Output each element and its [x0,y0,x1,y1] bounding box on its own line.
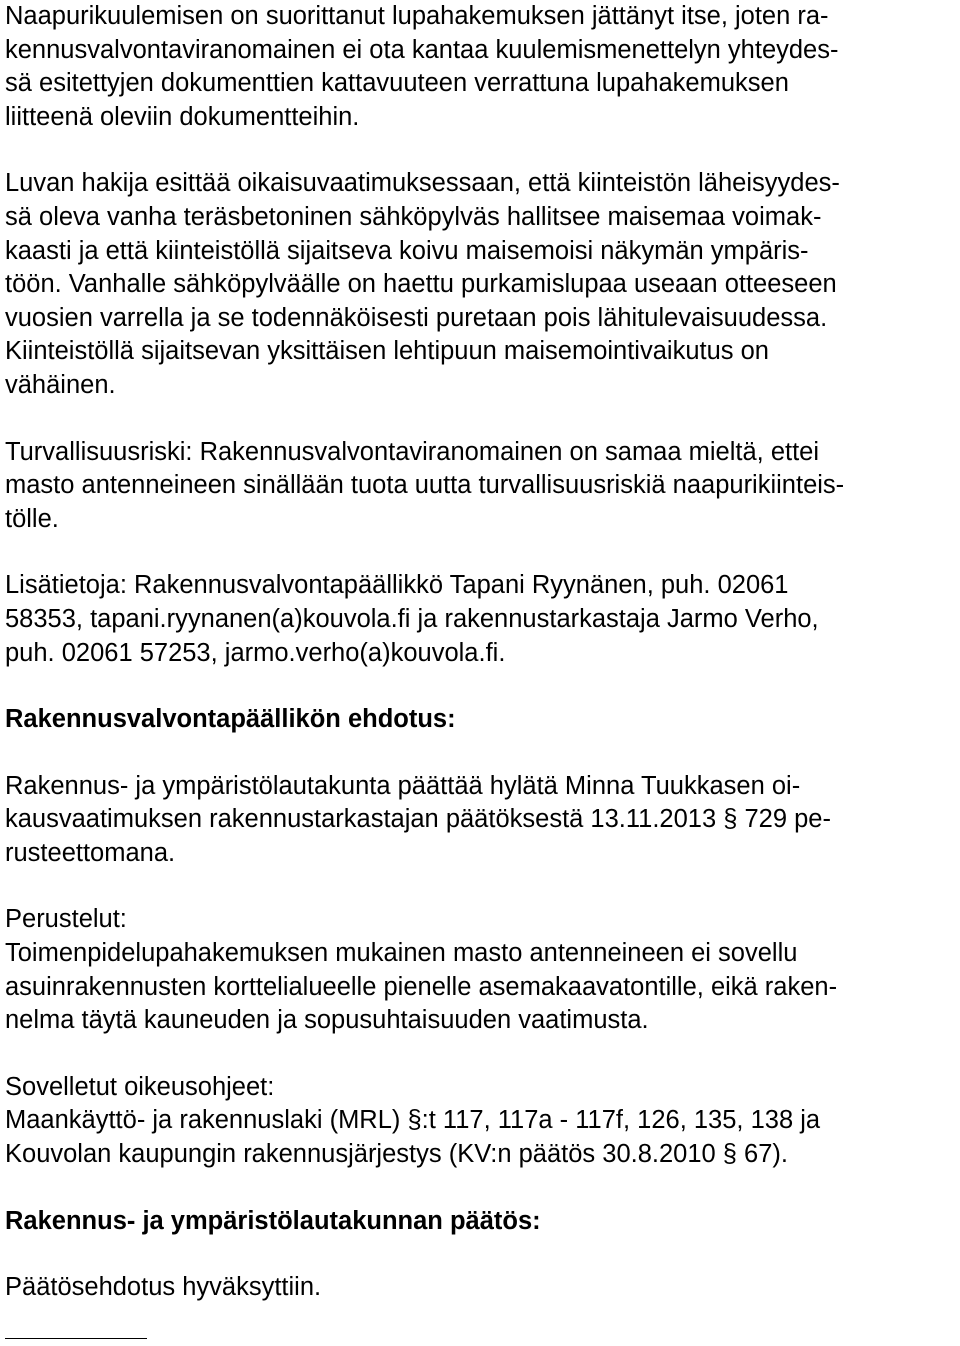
text-line: Rakennus- ja ympäristölautakunta päättää hylätä Minna Tuukkasen oi- [5,771,801,800]
paragraph-safety-risk [5,436,955,537]
text-line: masto antenneineen sinällään tuota uutta turvallisuusriskiä naapurikiinteis- [5,471,845,500]
text-line: vuosien varrella ja se todennäköisesti puretaan pois lähitulevaisuudessa. [5,303,828,332]
heading-text: Rakennusvalvontapäällikön ehdotus: [5,705,456,734]
text-line: Naapurikuulemisen on suorittanut lupahakemuksen jättänyt itse, joten ra- [5,2,829,30]
text-line: Turvallisuusriski: Rakennusvalvontaviranomainen on samaa mieltä, ettei [5,437,820,466]
section-applied-law [5,1071,955,1172]
text-line: 58353, tapani.ryynanen(a)kouvola.fi ja rakennustarkastaja Jarmo Verho, [5,604,819,633]
text-line: Päätösehdotus hyväksyttiin. [5,1273,322,1302]
heading-decision [5,1205,955,1239]
paragraph-contact-info [5,569,955,670]
heading-proposal [5,703,955,737]
text-line: kaasti ja että kiinteistöllä sijaitseva koivu maisemoisi näkymän ympäris- [5,236,809,265]
signature-rule [5,1338,147,1339]
text-line: rusteettomana. [5,838,176,867]
paragraph-landscape [5,167,955,402]
text-line: kennusvalvontaviranomainen ei ota kantaa kuulemismenettelyn yhteydes- [5,35,839,64]
text-line: Maankäyttö- ja rakennuslaki (MRL) §:t 117, 117a - 117f, 126, 135, 138 ja [5,1106,821,1135]
text-line: vähäinen. [5,370,116,399]
text-line: Toimenpidelupahakemuksen mukainen masto antenneineen ei sovellu [5,939,798,968]
document-page [5,0,955,1305]
text-line: nelma täytä kauneuden ja sopusuhtaisuuden vaatimusta. [5,1006,649,1035]
heading-text: Rakennus- ja ympäristölautakunnan päätös: [5,1206,541,1235]
text-line: liitteenä oleviin dokumentteihin. [5,102,360,131]
text-line: Kiinteistöllä sijaitsevan yksittäisen lehtipuun maisemointivaikutus on [5,337,769,366]
text-line: asuinrakennusten korttelialueelle pienelle asemakaavatontille, eikä raken- [5,972,838,1001]
grounds-label: Perustelut: [5,905,127,934]
text-line: sä oleva vanha teräsbetoninen sähköpylväs hallitsee maisemaa voimak- [5,202,822,231]
text-line: tölle. [5,504,59,533]
text-line: puh. 02061 57253, jarmo.verho(a)kouvola.fi. [5,638,506,667]
text-line: Lisätietoja: Rakennusvalvontapäällikkö Tapani Ryynänen, puh. 02061 [5,571,789,600]
paragraph-proposal [5,770,955,871]
text-line: töön. Vanhalle sähköpylväälle on haettu purkamislupaa useaan otteeseen [5,270,837,299]
text-line: Kouvolan kaupungin rakennusjärjestys (KV:n päätös 30.8.2010 § 67). [5,1140,788,1169]
text-line: Luvan hakija esittää oikaisuvaatimuksessaan, että kiinteistön läheisyydes- [5,169,840,198]
paragraph-neighbour-hearing [5,0,955,134]
text-line: kausvaatimuksen rakennustarkastajan päätöksestä 13.11.2013 § 729 pe- [5,805,831,834]
section-grounds [5,903,955,1037]
text-line: sä esitettyjen dokumenttien kattavuuteen verrattuna lupahakemuksen [5,69,789,98]
paragraph-decision [5,1271,955,1305]
applied-law-label: Sovelletut oikeusohjeet: [5,1072,275,1101]
